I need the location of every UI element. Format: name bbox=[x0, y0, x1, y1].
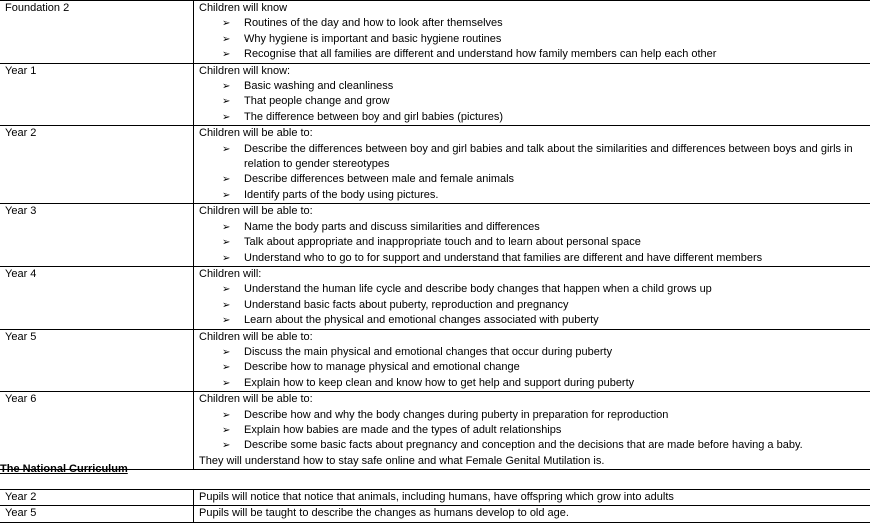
arrow-bullet-icon: ➢ bbox=[222, 424, 231, 436]
list-item-text: That people change and grow bbox=[244, 95, 390, 108]
list-item-text: Talk about appropriate and inappropriate touch and to learn about personal space bbox=[244, 236, 641, 249]
objectives-intro: Children will know bbox=[199, 2, 288, 14]
arrow-bullet-icon: ➢ bbox=[222, 377, 231, 389]
list-item-text: Learn about the physical and emotional changes associated with puberty bbox=[244, 314, 599, 327]
objectives-cell bbox=[194, 126, 870, 204]
year-label: Year 1 bbox=[5, 64, 37, 77]
curriculum-text-cell bbox=[194, 506, 870, 522]
year-cell bbox=[0, 204, 194, 267]
list-item-text: Identify parts of the body using pictures. bbox=[244, 188, 439, 201]
year-label: Year 5 bbox=[5, 507, 37, 520]
arrow-bullet-icon: ➢ bbox=[222, 18, 231, 30]
table-row bbox=[0, 266, 870, 329]
table-row bbox=[0, 490, 870, 506]
national-curriculum-table bbox=[0, 489, 870, 523]
arrow-bullet-icon: ➢ bbox=[222, 299, 231, 311]
list-item bbox=[199, 79, 870, 94]
year-cell bbox=[0, 506, 194, 522]
objectives-intro: Children will know: bbox=[199, 64, 291, 77]
list-item bbox=[199, 298, 870, 313]
list-item bbox=[199, 282, 870, 297]
curriculum-text: Pupils will be taught to describe the changes as humans develop to old age. bbox=[199, 507, 569, 520]
year-label: Year 5 bbox=[5, 330, 37, 343]
year-cell bbox=[0, 63, 194, 126]
list-item-text: Describe some basic facts about pregnancy and conception and the decisions that are made before having a baby. bbox=[244, 439, 803, 452]
list-item-text: Describe how and why the body changes during puberty in preparation for reproduction bbox=[244, 408, 669, 421]
arrow-bullet-icon: ➢ bbox=[222, 81, 231, 93]
objectives-intro: Children will: bbox=[199, 267, 262, 280]
arrow-bullet-icon: ➢ bbox=[222, 315, 231, 327]
list-item bbox=[199, 251, 870, 266]
objectives-cell bbox=[194, 1, 870, 64]
objectives-list bbox=[199, 16, 870, 62]
arrow-bullet-icon: ➢ bbox=[222, 252, 231, 264]
objectives-intro: Children will be able to: bbox=[199, 393, 313, 406]
objectives-cell bbox=[194, 266, 870, 329]
objectives-list bbox=[199, 408, 870, 454]
list-item bbox=[199, 345, 870, 360]
year-cell bbox=[0, 126, 194, 204]
arrow-bullet-icon: ➢ bbox=[222, 143, 231, 155]
list-item bbox=[199, 220, 870, 235]
objectives-intro: Children will be able to: bbox=[199, 330, 313, 343]
year-cell bbox=[0, 392, 194, 470]
table-row bbox=[0, 126, 870, 204]
year-label: Year 2 bbox=[5, 491, 37, 503]
objectives-intro: Children will be able to: bbox=[199, 127, 313, 140]
year-cell bbox=[0, 1, 194, 64]
objectives-cell bbox=[194, 329, 870, 392]
objectives-intro: Children will be able to: bbox=[199, 205, 313, 218]
arrow-bullet-icon: ➢ bbox=[222, 237, 231, 249]
list-item bbox=[199, 47, 870, 62]
arrow-bullet-icon: ➢ bbox=[222, 96, 231, 108]
list-item-text: Name the body parts and discuss similarities and differences bbox=[244, 220, 540, 233]
arrow-bullet-icon: ➢ bbox=[222, 111, 231, 123]
arrow-bullet-icon: ➢ bbox=[222, 49, 231, 61]
list-item bbox=[199, 313, 870, 328]
year-label: Year 2 bbox=[5, 127, 37, 140]
objectives-cell bbox=[194, 204, 870, 267]
objectives-list bbox=[199, 282, 870, 328]
table-row bbox=[0, 392, 870, 470]
list-item bbox=[199, 188, 870, 203]
year-label: Year 3 bbox=[5, 205, 37, 218]
table-row bbox=[0, 1, 870, 64]
arrow-bullet-icon: ➢ bbox=[222, 440, 231, 452]
list-item-text: Basic washing and cleanliness bbox=[244, 80, 394, 93]
list-item bbox=[199, 235, 870, 250]
list-item bbox=[199, 423, 870, 438]
objectives-list bbox=[199, 142, 870, 204]
curriculum-text: Pupils will notice that notice that animals, including humans, have offspring which grow into adults bbox=[199, 491, 674, 503]
list-item bbox=[199, 16, 870, 31]
list-item-text: Explain how to keep clean and know how to get help and support during puberty bbox=[244, 376, 635, 389]
list-item-text: Why hygiene is important and basic hygiene routines bbox=[244, 32, 502, 45]
objectives-cell bbox=[194, 392, 870, 470]
list-item-text: Describe differences between male and female animals bbox=[244, 173, 515, 186]
list-item-text: The difference between boy and girl babies (pictures) bbox=[244, 110, 504, 123]
year-label: Foundation 2 bbox=[5, 2, 70, 14]
list-item bbox=[199, 110, 870, 125]
arrow-bullet-icon: ➢ bbox=[222, 221, 231, 233]
table-row bbox=[0, 63, 870, 126]
year-label: Year 4 bbox=[5, 267, 37, 280]
year-label: Year 6 bbox=[5, 393, 37, 406]
year-cell bbox=[0, 266, 194, 329]
list-item-text: Understand basic facts about puberty, reproduction and pregnancy bbox=[244, 298, 569, 311]
curriculum-text-cell bbox=[194, 490, 870, 506]
list-item-text: Understand who to go to for support and understand that families are different and have different members bbox=[244, 251, 763, 264]
arrow-bullet-icon: ➢ bbox=[222, 33, 231, 45]
list-item-text: Describe the differences between boy and girl babies and talk about the similarities and differences between boys and girls in relation to gender stereotypes bbox=[244, 142, 853, 171]
table-row bbox=[0, 204, 870, 267]
list-item bbox=[199, 360, 870, 375]
arrow-bullet-icon: ➢ bbox=[222, 346, 231, 358]
arrow-bullet-icon: ➢ bbox=[222, 189, 231, 201]
national-curriculum-heading: The National Curriculum bbox=[0, 463, 128, 475]
table-row bbox=[0, 329, 870, 392]
year-cell bbox=[0, 490, 194, 506]
list-item-text: Understand the human life cycle and describe body changes that happen when a child grows up bbox=[244, 283, 712, 296]
list-item-text: Discuss the main physical and emotional changes that occur during puberty bbox=[244, 345, 613, 358]
list-item-text: Recognise that all families are different and understand how family members can help each other bbox=[244, 48, 717, 61]
objectives-outro: They will understand how to stay safe online and what Female Genital Mutilation is. bbox=[199, 454, 605, 467]
list-item bbox=[199, 32, 870, 47]
table-row bbox=[0, 506, 870, 522]
arrow-bullet-icon: ➢ bbox=[222, 409, 231, 421]
list-item-text: Explain how babies are made and the types of adult relationships bbox=[244, 423, 562, 436]
list-item-text: Describe how to manage physical and emotional change bbox=[244, 361, 520, 374]
list-item-text: Routines of the day and how to look after themselves bbox=[244, 17, 503, 30]
list-item bbox=[199, 142, 870, 173]
arrow-bullet-icon: ➢ bbox=[222, 174, 231, 186]
year-cell bbox=[0, 329, 194, 392]
list-item bbox=[199, 172, 870, 187]
objectives-cell bbox=[194, 63, 870, 126]
objectives-list bbox=[199, 79, 870, 125]
objectives-list bbox=[199, 345, 870, 391]
arrow-bullet-icon: ➢ bbox=[222, 362, 231, 374]
list-item bbox=[199, 438, 870, 453]
list-item bbox=[199, 94, 870, 109]
list-item bbox=[199, 408, 870, 423]
arrow-bullet-icon: ➢ bbox=[222, 284, 231, 296]
objectives-list bbox=[199, 220, 870, 266]
list-item bbox=[199, 376, 870, 391]
